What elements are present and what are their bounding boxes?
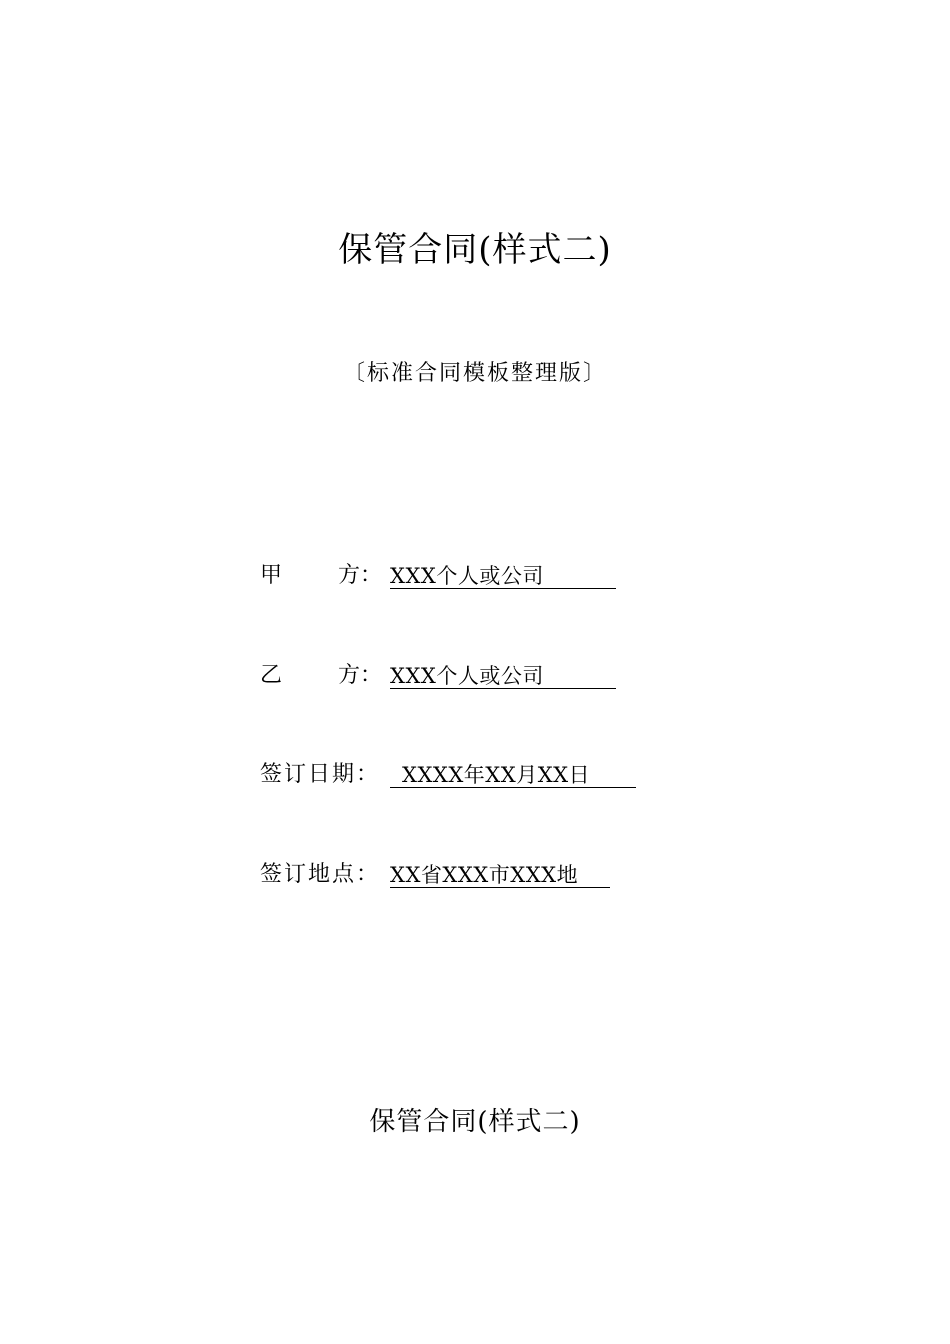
signing-place-label (260, 860, 390, 890)
party-b-value: XXX个人或公司 (390, 661, 616, 689)
signing-place-value: XX省XXX市XXX地 (390, 860, 610, 888)
signing-date-value-text: XXXX年XX月XX日 (402, 763, 591, 787)
party-b-label (260, 661, 390, 691)
party-b-label-last: 方： (338, 663, 383, 688)
signing-date-label-text: 签订日期： (260, 762, 381, 787)
party-a-label (260, 561, 390, 591)
party-b-label-first: 乙 (260, 663, 283, 688)
party-a-label-first: 甲 (260, 563, 283, 588)
signing-date-value (390, 760, 636, 788)
document-title: 保管合同(样式二) (338, 230, 612, 270)
signing-date-label (260, 760, 390, 790)
document-subtitle: 〔标准合同模板整理版〕 (342, 361, 607, 386)
section-title: 保管合同(样式二) (369, 1107, 581, 1137)
signing-place-label-text: 签订地点： (260, 862, 381, 887)
party-a-label-last: 方： (338, 563, 383, 588)
party-a-value: XXX个人或公司 (390, 561, 616, 589)
